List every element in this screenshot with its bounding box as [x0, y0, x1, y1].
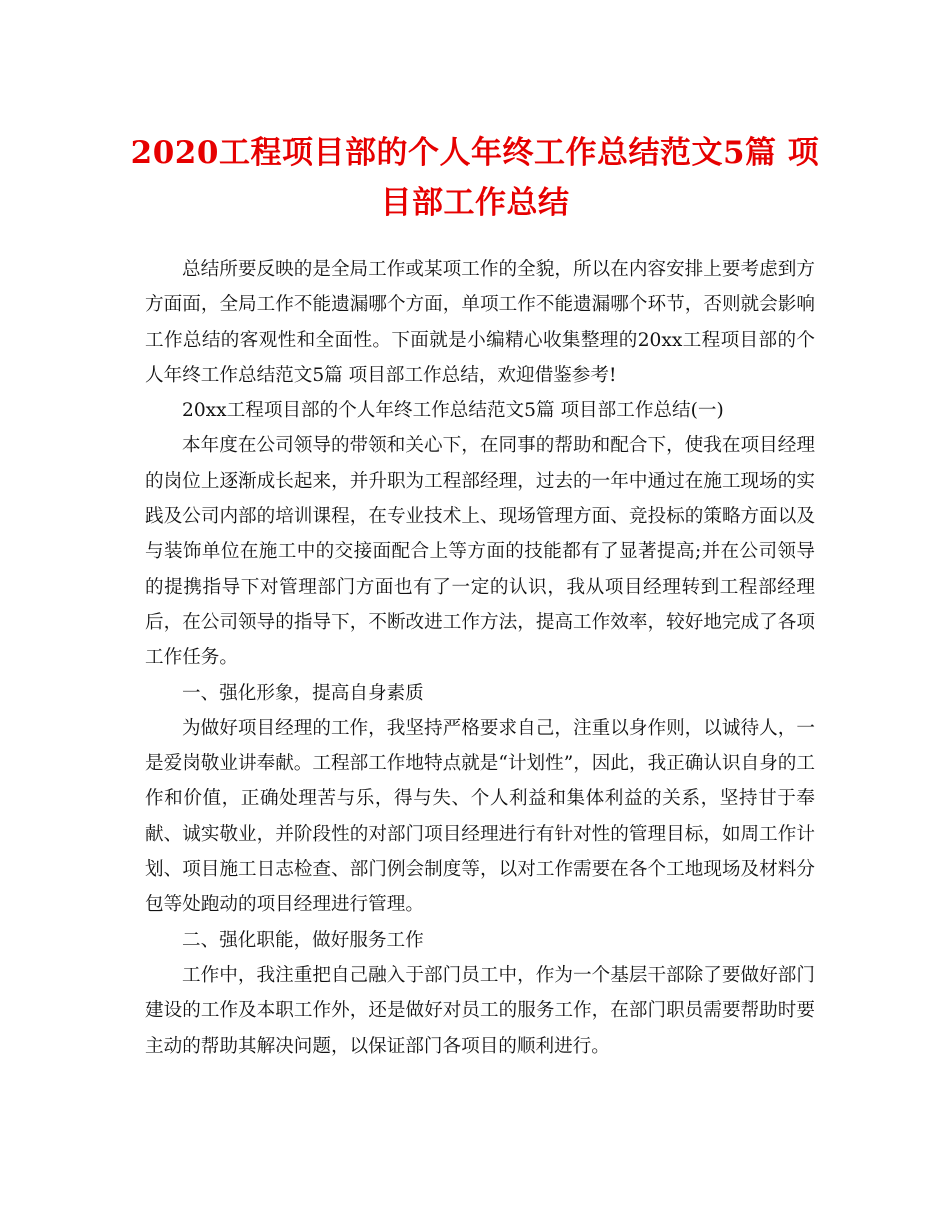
- paragraph-body: 工作中，我注重把自己融入于部门员工中，作为一个基层干部除了要做好部门建设的工作及本职工作外，还是做好对员工的服务工作，在部门职员需要帮助时要主动的帮助其解决问题，以保证部门各项目的顺利进行。: [145, 964, 815, 1057]
- document-title: 2020工程项目部的个人年终工作总结范文5篇 项目部工作总结: [130, 135, 820, 221]
- paragraph-subheading: 一、强化形象，提高自身素质: [182, 682, 424, 704]
- paragraph-body: 为做好项目经理的工作，我坚持严格要求自己，注重以身作则，以诚待人，一是爱岗敬业讲奉献。工程部工作地特点就是“计划性”，因此，我正确认识自身的工作和价值，正确处理苦与乐，得与失、个人利益和集体利益的关系，坚持甘于奉献、诚实敬业，并阶段性的对部门项目经理进行有针对性的管理目标，如周工作计划、项目施工日志检查、部门例会制度等，以对工作需要在各个工地现场及材料分包等处跑动的项目经理进行管理。: [145, 717, 815, 916]
- paragraph-section-heading: 20xx工程项目部的个人年终工作总结范文5篇 项目部工作总结(一): [182, 400, 724, 422]
- paragraph-intro: 总结所要反映的是全局工作或某项工作的全貌，所以在内容安排上要考虑到方方面面，全局工作不能遗漏哪个方面，单项工作不能遗漏哪个环节，否则就会影响工作总结的客观性和全面性。下面就是小编精心收集整理的20xx工程项目部的个人年终工作总结范文5篇 项目部工作总结，欢迎借鉴参考!: [145, 259, 815, 386]
- document-body: [145, 252, 815, 1064]
- paragraph-subheading: 二、强化职能，做好服务工作: [182, 929, 424, 951]
- paragraph-body: 本年度在公司领导的带领和关心下，在同事的帮助和配合下，使我在项目经理的岗位上逐渐成长起来，并升职为工程部经理，过去的一年中通过在施工现场的实践及公司内部的培训课程，在专业技术上、现场管理方面、竞投标的策略方面以及与装饰单位在施工中的交接面配合上等方面的技能都有了显著提高;并在公司领导的提携指导下对管理部门方面也有了一定的认识，我从项目经理转到工程部经理后，在公司领导的指导下，不断改进工作方法，提高工作效率，较好地完成了各项工作任务。: [145, 435, 815, 669]
